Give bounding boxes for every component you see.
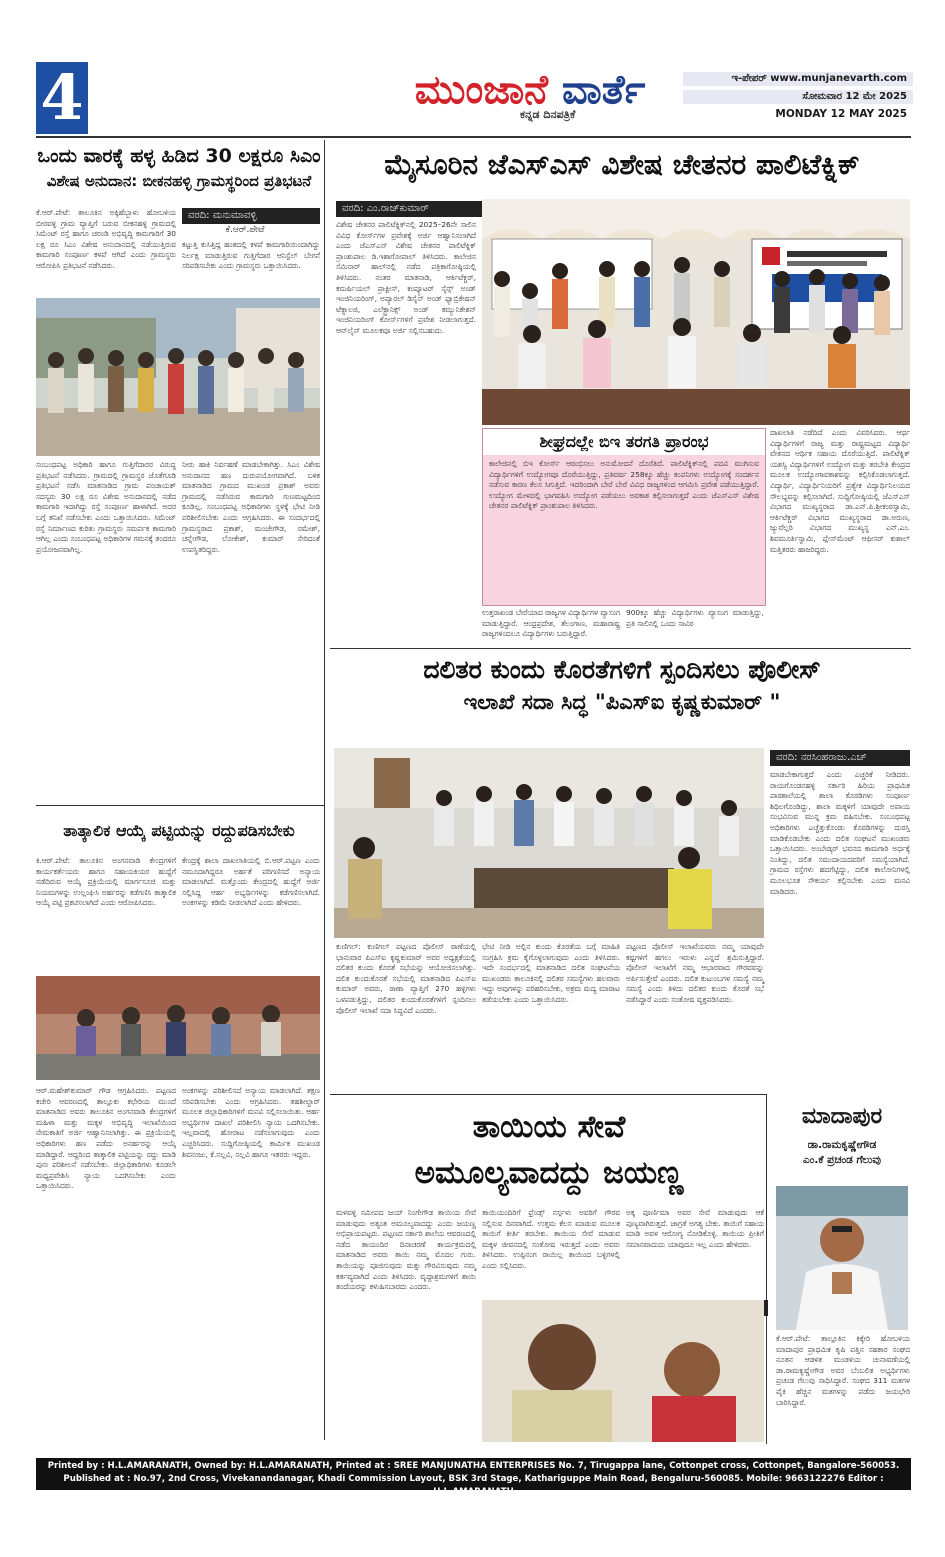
polytechnic-body-bottom-right: 900ಕ್ಕೂ ಹೆಚ್ಚು ವಿದ್ಯಾರ್ಥಿಗಳು ವ್ಯಾಸಂಗ ಮಾಡುತ್ತಿದ್ದು, ಪ್ರತಿ ಸಾಲಿನಲ್ಲಿ ಒಂದು ಸಾವಿರ [626,608,764,628]
mother-body-col3: ಅಕ್ಕ ಪೂರ್ಣಿಮಾ ಅವರ ಸೇವೆ ಮಾಡುವುದು ಆಕೆ ಪುಣ್ಯವಾಗಿರುತ್ತದೆ. ಜಾಗ್ರತೆ ಅಗತ್ಯ ಬೇಕು. ತಾಯಿಗೆ ಸಹಾಯ ಮಾಡಿ ಅವಳ ಆರೋಗ್ಯ ನೋಡಿಕೊಳ್ಳಿ. ತಾಯಿಯ ಪ್ರೀತಿಗೆ ಸಮಾನವಾದುದು ಯಾವುದೂ ಇಲ್ಲ ಎಂದು ಹೇಳಿದರು. [626,1208,764,1249]
police-body-col2: ಭೇಟಿ ನೀಡಿ ಅಲ್ಲಿನ ಕುಂದು ಕೊರತೆಯ ಬಗ್ಗೆ ಮಾಹಿತಿ ಸಂಗ್ರಹಿಸಿ ಕ್ರಮ ಕೈಗೊಳ್ಳಲಾಗುವುದು ಎಂದು ತಿಳಿಸಿದರು. ಇದೇ ಸಂದರ್ಭದಲ್ಲಿ ಮಾತನಾಡಿದ ದಲಿತ ಸಂಘಟನೆಯ ಮುಖಂಡರು ತಾಲೂಕಿನಲ್ಲಿ ದಲಿತರ ಸಮಸ್ಯೆಗಳು ಹಲವಾರು ಇದ್ದು ಅವುಗಳನ್ನು ಪರಿಹರಿಸಬೇಕು, ಅಕ್ರಮ ಮದ್ಯ ಮಾರಾಟ ತಡೆಯಬೇಕು ಎಂದು ಒತ್ತಾಯಿಸಿದರು. [482,942,620,1004]
mother-headline [334,1104,764,1196]
polytechnic-subhead-box [482,428,766,606]
police-byline: ವರದಿ: ನರಸಿಂಹರಾಜು.ಎಚ್ [770,750,910,766]
police-headline-line1: ದಲಿತರ ಕುಂದು ಕೊರತೆಗಳಿಗೆ ಸ್ಪಂದಿಸಲು ಪೊಲೀಸ್ [423,655,821,684]
polytechnic-body-col1: ವಿಶೇಷ ಚೇತನರ ಪಾಲಿಟೆಕ್ನಿಕ್‌ನಲ್ಲಿ 2025–26ನೇ ಸಾಲಿನ ವಿವಿಧ ಕೋರ್ಸ್‌ಗಳ ಪ್ರವೇಶಕ್ಕೆ ಅರ್ಜಿ ಆಹ್ವಾನಿಸಲಾಗಿದೆ ಎಂದು ಜೆಎಸ್‌ಎಸ್ ವಿಶೇಷ ಚೇತನರ ಪಾಲಿಟೆಕ್ನಿಕ್ ಪ್ರಾಂಶುಪಾಲ ಡಿ.ಇಶಾಗೋಪಾಲ್ ತಿಳಿಸಿದರು. ಕಾಲೇಜಿನ ಸೆಮಿನಾರ್ ಹಾಲ್‌ನಲ್ಲಿ ನಡೆದ ಪತ್ರಿಕಾಗೋಷ್ಠಿಯಲ್ಲಿ ತಿಳಿಸಿದರು. ನಂತರ ಮಾತನಾಡಿ, ಆರ್ಕಿಟೆಕ್ಚರ್, ಕಮರ್ಷಿಯಲ್ ಪ್ರಾಕ್ಟೀಸ್, ಕಂಪ್ಯೂಟರ್ ಸೈನ್ಸ್ ಅಂಡ್ ಇಂಜಿನಿಯರಿಂಗ್, ಅಪ್ಯಾರಲ್ ಡಿಸೈನ್ ಅಂಡ್ ಫ್ಯಾಬ್ರಿಕೇಷನ್ ಟೆಕ್ನಾಲಜಿ, ಎಲೆಕ್ಟ್ರಾನಿಕ್ಸ್ ಅಂಡ್ ಕಮ್ಯುನಿಕೇಶನ್ ಇಂಜಿನಿಯರಿಂಗ್ ಕೋರ್ಸ್‌ಗಳಿಗೆ ಪ್ರವೇಶ ನೀಡಲಾಗುತ್ತದೆ. ಆನ್‌ಲೈನ್ ಮೂಲಕವೂ ಅರ್ಜಿ ಸಲ್ಲಿಸಬಹುದು. [336,220,476,335]
polytechnic-photo [482,199,910,425]
cancellation-headline: ತಾತ್ಕಾಲಿಕ ಆಯ್ಕೆ ಪಟ್ಟಿಯನ್ನು ರದ್ದುಪಡಿಸಬೇಕು [63,821,295,840]
masthead-info [683,72,913,128]
police-body-right-top: ಮಾಡಬೇಕಾಗುತ್ತದೆ ಎಂದು ಎಚ್ಚರಿಕೆ ನೀಡಿದರು. ರಾಯಗೊಂಡನಹಳ್ಳಿ ಸರ್ಕಾರಿ ಹಿರಿಯ ಪ್ರಾಥಮಿಕ ಪಾಠಶಾಲೆಯಲ್ಲಿ ಶಾಲಾ ಕೊಠಡಿಗಳು ಸಂಪೂರ್ಣ ಶಿಥಿಲಗೊಂಡಿದ್ದು, ಶಾಲಾ ಮಕ್ಕಳಿಗೆ ಯಾವುದೇ ಅಪಾಯ ಸಂಭವಿಸುವ ಮುನ್ನ ಕ್ರಮ ವಹಿಸಬೇಕು. ಸಂಬಂಧಪಟ್ಟ ಅಧಿಕಾರಿಗಳು ಎಚ್ಚೆತ್ತುಕೊಂಡು ಕೊಠಡಿಗಳನ್ನು ದುರಸ್ತಿ ಮಾಡಿಕೊಡಬೇಕು ಎಂದು ದಲಿತ ಸಂಘಟನೆ ಮುಖಂಡರು ಒತ್ತಾಯಿಸಿದರು. ಅಂಬೇಡ್ಕರ್ ಭವನದ ಕಾಮಗಾರಿ ಅರ್ಧಕ್ಕೆ ನಿಂತಿದ್ದು, ದಲಿತ ಸಮುದಾಯದವರಿಗೆ ಸಮಸ್ಯೆಯಾಗಿದೆ. ಗ್ರಾಮದ ರಸ್ತೆಗಳು ಹದಗೆಟ್ಟಿದ್ದು, ದಲಿತ ಕಾಲೋನಿಗಳಲ್ಲಿ ಮೂಲಭೂತ ಸೌಕರ್ಯ ಕಲ್ಪಿಸಬೇಕು ಎಂದು ಮನವಿ ಮಾಡಿದರು. [770,770,910,896]
police-photo [334,748,764,938]
mother-photo [482,1300,764,1442]
polytechnic-subhead: ಶೀಘ್ರದಲ್ಲೇ ಬಿಇ ತರಗತಿ ಪ್ರಾರಂಭ [483,429,765,455]
epaper-link[interactable]: ಇ-ಪೇಪರ್ www.munjanevarth.com [683,72,913,86]
newspaper-subtitle: ಕನ್ನಡ ದಿನಪತ್ರಿಕೆ [520,108,576,121]
protest-body-col1-bottom: ಸಂಬಂಧಪಟ್ಟ ಅಧಿಕಾರಿ ಹಾಗೂ ಗುತ್ತಿಗೆದಾರರ ವಿರುದ್ಧ ಪ್ರತಿಭಟನೆ ನಡೆಸಿದರು. ಗ್ರಾಮದಲ್ಲಿ ಗ್ರಾಮಸ್ಥರ ಜೊತೆಗೂಡಿ ಪ್ರತಿಭಟನೆ ನಡೆಸಿ ಮಾತನಾಡಿದ ಗ್ರಾಮ ಪಂಚಾಯತ್ ಸದಸ್ಯರು 30 ಲಕ್ಷ ರೂ ವಿಶೇಷ ಅನುದಾನದಲ್ಲಿ ನಡೆದ ಕಾಮಗಾರಿ ಇದಾಗಿದ್ದು ರಸ್ತೆ ಸಂಪೂರ್ಣ ಹಾಳಾಗಿದೆ. ಅದರ ಬಗ್ಗೆ ತನಿಖೆ ನಡೆಸಬೇಕು ಎಂದು ಒತ್ತಾಯಿಸಿದರು. ಸಿಮೆಂಟ್ ರಸ್ತೆ ನಿರ್ಮಾಣದ ಕುರಿತು ಗ್ರಾಮಸ್ಥರು ಸಮರ್ಪಕ ಕಾಮಗಾರಿ ಆಗಿಲ್ಲ ಎಂದು ಸಂಬಂಧಪಟ್ಟ ಅಧಿಕಾರಿಗಳ ಗಮನಕ್ಕೆ ತಂದರೂ ಪ್ರಯೋಜನವಾಗಿಲ್ಲ. [36,460,176,554]
protest-headline-line2: ವಿಶೇಷ ಅನುದಾನ: ಬೀಕನಹಳ್ಳಿ ಗ್ರಾಮಸ್ಥರಿಂದ ಪ್ರತಿಭಟನೆ [46,172,312,190]
police-body-col1: ಕುಣಿಗಲ್: ಕುಣಿಗಲ್ ಪಟ್ಟಣದ ಪೊಲೀಸ್ ಠಾಣೆಯಲ್ಲಿ ಭಾನುವಾರ ಪಿಎಸ್‌ಐ ಕೃಷ್ಣಕುಮಾರ್ ಅವರ ಅಧ್ಯಕ್ಷತೆಯಲ್ಲಿ ದಲಿತರ ಕುಂದು ಕೊರತೆ ಸಭೆಯನ್ನು ಆಯೋಜಿಸಲಾಗಿತ್ತು. ದಲಿತ ಕುಂದುಕೊರತೆ ಸಭೆಯಲ್ಲಿ ಮಾತನಾಡಿದ ಪಿಎಸ್‌ಐ ಕುಮಾರ್ ಅವರು, ಠಾಣಾ ವ್ಯಾಪ್ತಿಗೆ 270 ಹಳ್ಳಿಗಳು ಒಳಪಡುತ್ತಿದ್ದು, ದಲಿತರ ಕುಂದುಕೊರತೆಗಳಿಗೆ ಸ್ಪಂದಿಸಲು ಪೊಲೀಸ್ ಇಲಾಖೆ ಸದಾ ಸಿದ್ಧವಿದೆ ಎಂದರು. [336,942,476,1015]
polytechnic-body-bottom-left: ಉತ್ತರಾಖಂಡ ಬೇರೆಯಾದ ರಾಜ್ಯಗಳ ವಿದ್ಯಾರ್ಥಿಗಳ ವ್ಯಾಸಂಗ ಮಾಡುತ್ತಿದ್ದಾರೆ. ಆಂಧ್ರಪ್ರದೇಶ, ತೆಲಂಗಾಣ, ಮಹಾರಾಷ್ಟ್ರ ರಾಜ್ಯಗಳಿಂದಲೂ ವಿದ್ಯಾರ್ಥಿಗಳು ಬರುತ್ತಿದ್ದಾರೆ. [482,608,620,639]
police-headline [334,654,910,718]
protest-byline-place: ಕೆ.ಆರ್.ಪೇಟೆ [225,225,265,235]
masthead-divider [36,136,911,138]
madapura-place: ಮಾದಾಪುರ [801,1104,883,1129]
mother-headline-line2: ಅಮೂಲ್ಯವಾದದ್ದು ಜಯಣ್ಣ [414,1155,684,1191]
protest-headline [36,144,322,194]
protest-body-intro: ಕೆ.ಆರ್.ಪೇಟೆ: ತಾಲೂಕಿನ ಅಕ್ಕಿಹೆಬ್ಬಾಳು ಹೋಬಳಿಯ ಬೀರವಳ್ಳಿ ಗ್ರಾಮ ವ್ಯಾಪ್ತಿಗೆ ಬರುವ ಬೀಕನಹಳ್ಳಿ ಗ್ರಾಮದಲ್ಲಿ ಸಿಮೆಂಟ್ ರಸ್ತೆ ಹಾಗೂ ಚರಂಡಿ ಅಭಿವೃದ್ಧಿ ಕಾಮಗಾರಿಗೆ 30 ಲಕ್ಷ ರೂ ಸಿಎಂ ವಿಶೇಷ ಅನುದಾನದಲ್ಲಿ ನಡೆಯುತ್ತಿರುವ ಕಾಮಗಾರಿ ಸಂಪೂರ್ಣ ಕಳಪೆ ಆಗಿದೆ ಎಂದು ಗ್ರಾಮಸ್ಥರು ಆರೋಪಿಸಿ ಪ್ರತಿಭಟನೆ ನಡೆಸಿದರು. [36,208,176,270]
footer-line2: Published at : No.97, 2nd Cross, Vivekanandanagar, Khadi Commission Layout, BSK 3rd Stage, Kathariguppe Main Road, Bengaluru-560085. Mobile: 9663122276 Editor : H.L.AMARANATH [63,1474,884,1497]
cancellation-body-col1: ಕಿ.ಆರ್.ಪೇಟೆ: ತಾಲೂಕಿನ ಅಂಗನವಾಡಿ ಕೇಂದ್ರಗಳಿಗೆ ಕಾರ್ಯಕರ್ತೆಯರು ಹಾಗೂ ಸಹಾಯಕಿಯರ ಹುದ್ದೆಗೆ ನಡೆದಿರುವ ಆಯ್ಕೆ ಪ್ರಕ್ರಿಯೆಯಲ್ಲಿ ಮಾರ್ಗಸೂಚಿ ಮತ್ತು ನಿಯಮಗಳನ್ನು ಉಲ್ಲಂಘಿಸಿ ಅರ್ಹರನ್ನು ಕಡೆಗಣಿಸಿ ತಾತ್ಕಾಲಿಕ ಆಯ್ಕೆ ಪಟ್ಟಿ ಪ್ರಕಟಿಸಲಾಗಿದೆ ಎಂದು ಆರೋಪಿಸಿದರು. [36,856,176,908]
date-english: MONDAY 12 MAY 2025 [775,108,907,120]
mother-body-col1: ಮಳವಳ್ಳಿ ಸಮೀಪದ ಜಯ್ ನಿಂಗೇಗೌಡ ತಾಯಿಯ ಸೇವೆ ಮಾಡುವುದು ಅತ್ಯಂತ ಅಮೂಲ್ಯವಾದದ್ದು ಎಂದು ಜಯಣ್ಣ ಅಭಿಪ್ರಾಯಪಟ್ಟರು. ಪಟ್ಟಣದ ಸರ್ಕಾರಿ ಶಾಲೆಯ ಆವರಣದಲ್ಲಿ ನಡೆದ ತಾಯಂದಿರ ದಿನಾಚರಣೆ ಕಾರ್ಯಕ್ರಮದಲ್ಲಿ ಮಾತನಾಡಿದ ಅವರು ತಾಯಿ ನಮ್ಮ ಮೊದಲ ಗುರು. ತಾಯಿಯನ್ನು ಪೂಜಿಸುವುದು ಮತ್ತು ಗೌರವಿಸುವುದು ನಮ್ಮ ಕರ್ತವ್ಯವಾಗಿದೆ ಎಂದು ತಿಳಿಸಿದರು. ವೃದ್ಧಾಶ್ರಮಗಳಿಗೆ ತಾಯಿ ತಂದೆಯರನ್ನು ಕಳುಹಿಸಬಾರದು ಎಂದರು. [336,1208,476,1292]
footer-imprint [36,1458,911,1497]
protest-photo [36,298,320,456]
column-divider-left [324,140,325,1440]
protest-byline: ವರದಿ: ಮನುಮಾವಳ್ಳಿ [182,208,320,224]
cancellation-body-col2-bottom: ಅಂಕಗಳನ್ನು ಪರಿಶೀಲಿಸದೆ ಅನ್ಯಾಯ ಮಾಡಲಾಗಿದೆ. ತಕ್ಷಣ ಸರಿಪಡಿಸಬೇಕು ಎಂದು ಆಗ್ರಹಿಸಿದರು. ತಹಶೀಲ್ದಾರ್ ಮೂಲಕ ಜಿಲ್ಲಾಧಿಕಾರಿಗಳಿಗೆ ಮನವಿ ಸಲ್ಲಿಸಲಾಯಿತು. ಆರ್ಹ ಅಭ್ಯರ್ಥಿಗಳ ದಾಖಲೆ ಪರಿಶೀಲಿಸಿ ನ್ಯಾಯ ಒದಗಿಸಬೇಕು. ಇಲ್ಲವಾದಲ್ಲಿ ಹೋರಾಟ ನಡೆಸಲಾಗುವುದು ಎಂದು ಎಚ್ಚರಿಸಿದರು. ಸುದ್ದಿಗೋಷ್ಠಿಯಲ್ಲಿ ಕಾರ್ಮಿಕ ಮುಖಂಡ ಶಿವನಂಜು, ಕೆ.ಸಲ್ಲವಿ, ಸಲ್ಲವಿ ಹಾಗೂ ಇತರರು ಇದ್ದರು. [182,1086,320,1159]
newspaper-title [380,68,680,112]
divider-protest [36,805,324,806]
madapura-subtitle-line2: ಎಂ.ಕೆ ಪ್ರಚಂಡ ಗೆಲುವು [802,1154,881,1166]
date-kannada: ಸೋಮವಾರ 12 ಮೇ 2025 [683,90,913,104]
polytechnic-subhead-body: ಕಾಲೇಜಿನಲ್ಲಿ ಬಿಇ ಕೋರ್ಸ್ ಆರಂಭಿಸಲು ಅನುಮೋದನೆ ದೊರೆತಿದೆ. ಪಾಲಿಟೆಕ್ನಿಕ್‌ನಲ್ಲಿ ಪದವಿ ಮುಗಿಸುವ ವಿದ್ಯಾರ್ಥಿಗಳಿಗೆ ಉದ್ಯೋಗವೂ ದೊರೆಯುತ್ತಿದ್ದು, ಪ್ರತಿವರ್ಷ 258ಕ್ಕೂ ಹೆಚ್ಚು ಕಂಪನಿಗಳು ಉದ್ಯೋಗಕ್ಕೆ ಸಂದರ್ಶನ ನಡೆಸುವ ಕಾರಣ ಕೆಲಸ ಸಿಗುತ್ತಿದೆ. ಇದರಿಂದಾಗಿ ಬೇರೆ ಬೇರೆ ವಿವಿಧ ರಾಜ್ಯಗಳಿಂದ ಆಗಮಿಸಿ ಪ್ರವೇಶ ಪಡೆಯುತ್ತಿದ್ದಾರೆ. ಉದ್ಯೋಗ ಮೇಳದಲ್ಲಿ ಭಾಗವಹಿಸಿ ಉದ್ಯೋಗ ಪಡೆಯಲು ಅವಕಾಶ ಕಲ್ಪಿಸಲಾಗುತ್ತದೆ ಎಂದು ಜೆಎಸ್‌ಎಸ್ ವಿಶೇಷ ಚೇತನರ ಪಾಲಿಟೆಕ್ನಿಕ್ ಪ್ರಾಂಶುಪಾಲ ತಿಳಿಸಿದರು. [489,459,759,511]
police-body-col3: ಪಟ್ಟಣದ ಪೊಲೀಸ್ ಇಲಾಖೆಯವರು ನಮ್ಮ ಯಾವುದೇ ಕಷ್ಟಗಳಿಗೆ ಹಗಲು ಇರುಳು ಎನ್ನದೆ ಶ್ರಮಿಸುತ್ತಿದ್ದಾರೆ. ಪೊಲೀಸ್ ಇಲಾಖೆಗೆ ನಮ್ಮ ಆಭಾರವಾದ ಗೌರವವನ್ನು ಅರ್ಪಿಸುತ್ತೇವೆ ಎಂದರು. ದಲಿತ ಕುಟುಂಬಗಳ ಸಮಸ್ಯೆ ನಮ್ಮ ಸಮಸ್ಯೆ ಎಂದು ತಿಳಿದು ದಲಿತರ ಕುಂದು ಕೊರತೆ ಸಭೆ ನಡೆಸಿದ್ದಾರೆ ಎಂದು ಸಂತೋಷ ವ್ಯಕ್ತಪಡಿಸಿದರು. [626,942,764,1004]
divider-polytechnic [330,648,911,649]
mother-body-col2: ತಾಯಿಯಂದಿರಿಗೆ ಫ್ರೆಂಡ್ಸ್ ನರ್ಸ್ಗಳು ಅವರಿಗೆ ಗೌರವ ಸಲ್ಲಿಸುವ ದಿನವಾಗಿದೆ. ಉತ್ತಮ ಕೆಲಸ ಮಾಡುವ ಮೂಲಕ ತಾಯಿಗೆ ಕೀರ್ತಿ ತರಬೇಕು. ತಾಯಿಯ ಸೇವೆ ಮಾಡುವ ಮಕ್ಕಳ ಜೀವನದಲ್ಲಿ ಸಂತೋಷ ಇರುತ್ತದೆ ಎಂದು ಅವರು ತಿಳಿಸಿದರು. ಉಪ್ಪಿನಂಗ ರಾಯಿಲ್ಲ ತಾಯಿಂದ ಬಳ್ಳಿಗಳಲ್ಲಿ ಎಂದು ಸಲ್ಲಿಸಿದರು. [482,1208,620,1270]
madapura-photo [776,1186,908,1330]
polytechnic-headline: ಮೈಸೂರಿನ ಜೆಎಸ್‌ಎಸ್ ವಿಶೇಷ ಚೇತನರ ಪಾಲಿಟೆಕ್ನಿಕ್ [384,148,860,181]
protest-body-col2-bottom: ನೀರು ಹಾಕಿ ನಿರ್ವಹಣೆ ಮಾಡಬೇಕಾಗಿತ್ತು. ಸಿಎಂ ವಿಶೇಷ ಅನುದಾನದ ಹಣ ದುರುಪಯೋಗವಾಗಿದೆ. ಬಳಿಕ ಮಾತನಾಡಿದ ಗ್ರಾಮದ ಮುಖಂಡ ಪ್ರಕಾಶ್ ಅವರು ಗ್ರಾಮದಲ್ಲಿ ನಡೆಸಿರುವ ಕಾಮಗಾರಿ ಗುಣಮಟ್ಟದಿಂದ ಕೂಡಿಲ್ಲ. ಸಂಬಂಧಪಟ್ಟ ಅಧಿಕಾರಿಗಳು ಸ್ಥಳಕ್ಕೆ ಭೇಟಿ ನೀಡಿ ಪರಿಶೀಲಿಸಬೇಕು ಎಂದು ಆಗ್ರಹಿಸಿದರು. ಈ ಸಂದರ್ಭದಲ್ಲಿ ಗ್ರಾಮಸ್ಥರಾದ ಪ್ರಕಾಶ್, ಮಂಜೇಗೌಡ, ರಮೇಶ್, ಚನ್ನೇಗೌಡ, ಲೋಕೇಶ್, ಕುಮಾರ್ ಸೇರಿದಂತೆ ಉಪಸ್ಥಿತರಿದ್ದರು. [182,460,320,554]
madapura-body: ಕೆ.ಆರ್.ಪೇಟೆ: ತಾಲ್ಲೂಕಿನ ಕಿಕ್ಕೇರಿ ಹೋಬಳಿಯ ಮಾದಾಪುರ ಪ್ರಾಥಮಿಕ ಕೃಷಿ ಪತ್ತಿನ ಸಹಕಾರ ಸಂಘದ ನೂತನ ಆಡಳಿತ ಮಂಡಳಿಯ ಚುನಾವಣೆಯಲ್ಲಿ ಡಾ.ರಾಮಕೃಷ್ಣೇಗೌಡ ಅವರ ಬೆಂಬಲಿತ ಅಭ್ಯರ್ಥಿಗಳು ಪ್ರಚಂಡ ಗೆಲುವು ಸಾಧಿಸಿದ್ದಾರೆ. ಸಂಘದ 311 ಮತಗಳ ಪೈಕಿ ಹೆಚ್ಚಿನ ಮತಗಳನ್ನು ಪಡೆದು ಜಯಭೇರಿ ಬಾರಿಸಿದ್ದಾರೆ. [776,1334,910,1407]
divider-police [330,1094,766,1095]
madapura-subtitle-line1: ಡಾ.ರಾಮಕೃಷ್ಣೇಗೌಡ [807,1139,877,1151]
police-headline-line2: ಇಲಾಖೆ ಸದಾ ಸಿದ್ಧ "ಪಿಎಸ್‌ಐ ಕೃಷ್ಣಕುಮಾರ್ " [463,690,781,714]
title-part2: ವಾರ್ತೆ [561,67,646,113]
page-number: 4 [36,62,88,134]
protest-body-col2-top: ಕಟ್ಟುತ್ತಿ ಕುಸಿತ್ತಿದ್ದ ಹಂತದಲ್ಲಿ ಕಳಪೆ ಕಾಮಗಾರಿಯಿಂದಾಗಿದ್ದು ನಿರ್ಲಕ್ಷ ಮಾಡುತ್ತಿರುವ ಗುತ್ತಿಗೆದಾರ ಆನಿಸ್ಟೆಲ್ ಬೇಗನೆ ಸರಿಪಡಿಸಬೇಕು ಎಂದು ಗ್ರಾಮಸ್ಥರು ಒತ್ತಾಯಿಸಿದರು. [182,240,320,271]
protest-headline-line1: ಒಂದು ವಾರಕ್ಕೆ ಹಳ್ಳ ಹಿಡಿದ 30 ಲಕ್ಷರೂ ಸಿಎಂ [37,145,321,167]
cancellation-photo [36,976,320,1080]
column-divider-right [766,1094,767,1444]
mother-headline-line1: ತಾಯಿಯ ಸೇವೆ [472,1109,626,1145]
cancellation-body-col1-bottom: ಆರ್.ಮಹೇಶ್‌ಕುಮಾರ್ ಗೌಡ ಆಗ್ರಹಿಸಿದರು. ಪಟ್ಟಣದ ಕಚೇರಿ ಆವರಣದಲ್ಲಿ ತಾಲ್ಲೂಕು ಕಛೇರಿಯ ಮುಂದೆ ಮಾತನಾಡಿದ ಅವರು ತಾಲೂಕಿನ ಅಂಗನವಾಡಿ ಕೇಂದ್ರಗಳಿಗೆ ಮಹಿಳಾ ಮತ್ತು ಮಕ್ಕಳ ಅಭಿವೃದ್ಧಿ ಇಲಾಖೆಯಿಂದ ನೇಮಕಾತಿಗೆ ಅರ್ಜಿ ಆಹ್ವಾನಿಸಲಾಗಿತ್ತು. ಈ ಪ್ರಕ್ರಿಯೆಯಲ್ಲಿ ಅಧಿಕಾರಿಗಳು ಹಣ ಪಡೆದು ಅನರ್ಹರನ್ನು ಆಯ್ಕೆ ಮಾಡಿದ್ದಾರೆ. ಆದ್ದರಿಂದ ತಾತ್ಕಾಲಿಕ ಪಟ್ಟಿಯನ್ನು ರದ್ದು ಮಾಡಿ ಪುನಃ ಪರಿಶೀಲನೆ ನಡೆಸಬೇಕು. ಜಿಲ್ಲಾಧಿಕಾರಿಗಳು ಕೂಡಲೇ ಮಧ್ಯಪ್ರವೇಶಿಸಿ ನ್ಯಾಯ ಒದಗಿಸಬೇಕು ಎಂದು ಒತ್ತಾಯಿಸಿದರು. [36,1086,176,1191]
polytechnic-byline: ವರದಿ: ಎಂ.ರಾಜ್‌ಕುಮಾರ್ [336,201,484,217]
cancellation-body-col2: ಕೇಂದ್ರಕ್ಕೆ ಶಾಲಾ ದಾಖಲಾತಿಯಲ್ಲಿ ಬಿ.ಆರ್.ಪಟ್ಟಣ ಎಂದು ನಮೂದಾಗಿದ್ದರೂ ಅರ್ಹತೆ ಪರಿಗಣಿಸದೆ ಅನ್ಯಾಯ ಮಾಡಲಾಗಿದೆ. ಮತ್ತೊಂದು ಕೇಂದ್ರದಲ್ಲಿ ಹುದ್ದೆಗೆ ಅರ್ಜಿ ಸಲ್ಲಿಸಿದ್ದ ಆರ್ಹ ಅಭ್ಯರ್ಥಿಗಳನ್ನು ಕಡೆಗಣಿಸಲಾಗಿದೆ. ಅಂಕಗಳನ್ನು ಕಡಿಮೆ ನೀಡಲಾಗಿದೆ ಎಂದು ಹೇಳಿದರು. [182,856,320,908]
polytechnic-body-right-col: ದಾಖಲಾತಿ ನಡೆದಿದೆ ಎಂದು ವಿವರಿಸಿದರು. ಆರ್ಥ ವಿದ್ಯಾರ್ಥಿಗಳಿಗೆ ರಾಜ್ಯ ಮತ್ತು ರಾಷ್ಟ್ರಮಟ್ಟದ ವಿದ್ಯಾರ್ಥಿ ವೇತನದ ಆರ್ಥಿಕ ಸಹಾಯ ದೊರೆಯುತ್ತಿದೆ. ಪಾಲಿಟೆಕ್ನಿಕ್ ಯಶಸ್ವಿ ವಿದ್ಯಾರ್ಥಿಗಳಿಗೆ ಉದ್ಯೋಗ ಮತ್ತು ತರಬೇತಿ ಕೇಂದ್ರದ ಮೂಲಕ ಉದ್ಯೋಗಾವಕಾಶವನ್ನು ಕಲ್ಪಿಸಿಕೊಡಲಾಗುತ್ತದೆ. ವಿದ್ಯಾರ್ಥಿ, ವಿದ್ಯಾರ್ಥಿನಿಯರಿಗೆ ಪ್ರತ್ಯೇಕ ವಿದ್ಯಾರ್ಥಿನಿಲಯದ ಸೌಲಭ್ಯವನ್ನು ಕಲ್ಪಿಸಲಾಗಿದೆ. ಸುದ್ದಿಗೋಷ್ಠಿಯಲ್ಲಿ ಜೆಎಸ್‌ಎಸ್ ವಿಭಾಗದ ಮುಖ್ಯಸ್ಥರಾದ ಡಾ.ಎನ್.ಪಿ.ಶ್ರೀಕಂಠಸ್ವಾಮಿ, ಆರ್ಕಿಟೆಕ್ಚರ್ ವಿಭಾಗದ ಮುಖ್ಯಸ್ಥರಾದ ಡಾ.ಅರುಣ, ಜ್ಯುವೆಲ್ಲರಿ ವಿಭಾಗದ ಮುಖ್ಯಸ್ಥ ಎನ್.ಎಂ. ಶಿವಮೂರ್ತಿಸ್ವಾಮಿ, ಪ್ಲೇಸ್‌ಮೆಂಟ್ ಆಫೀಸರ್ ಕುಶಾಲ್ ಮತ್ತಿತರರು ಹಾಜರಿದ್ದರು. [770,428,910,554]
title-part1: ಮುಂಜಾನೆ [414,67,549,113]
madapura-subtitle [774,1138,910,1168]
footer-line1: Printed by : H.L.AMARANATH, Owned by: H.L.AMARANATH, Printed at : SREE MANJUNATHA ENTERPRISES No. 7, Tirugappa lane, Cottonpet cross, Cottonpet, Bangalore-560053. [47,1461,900,1471]
